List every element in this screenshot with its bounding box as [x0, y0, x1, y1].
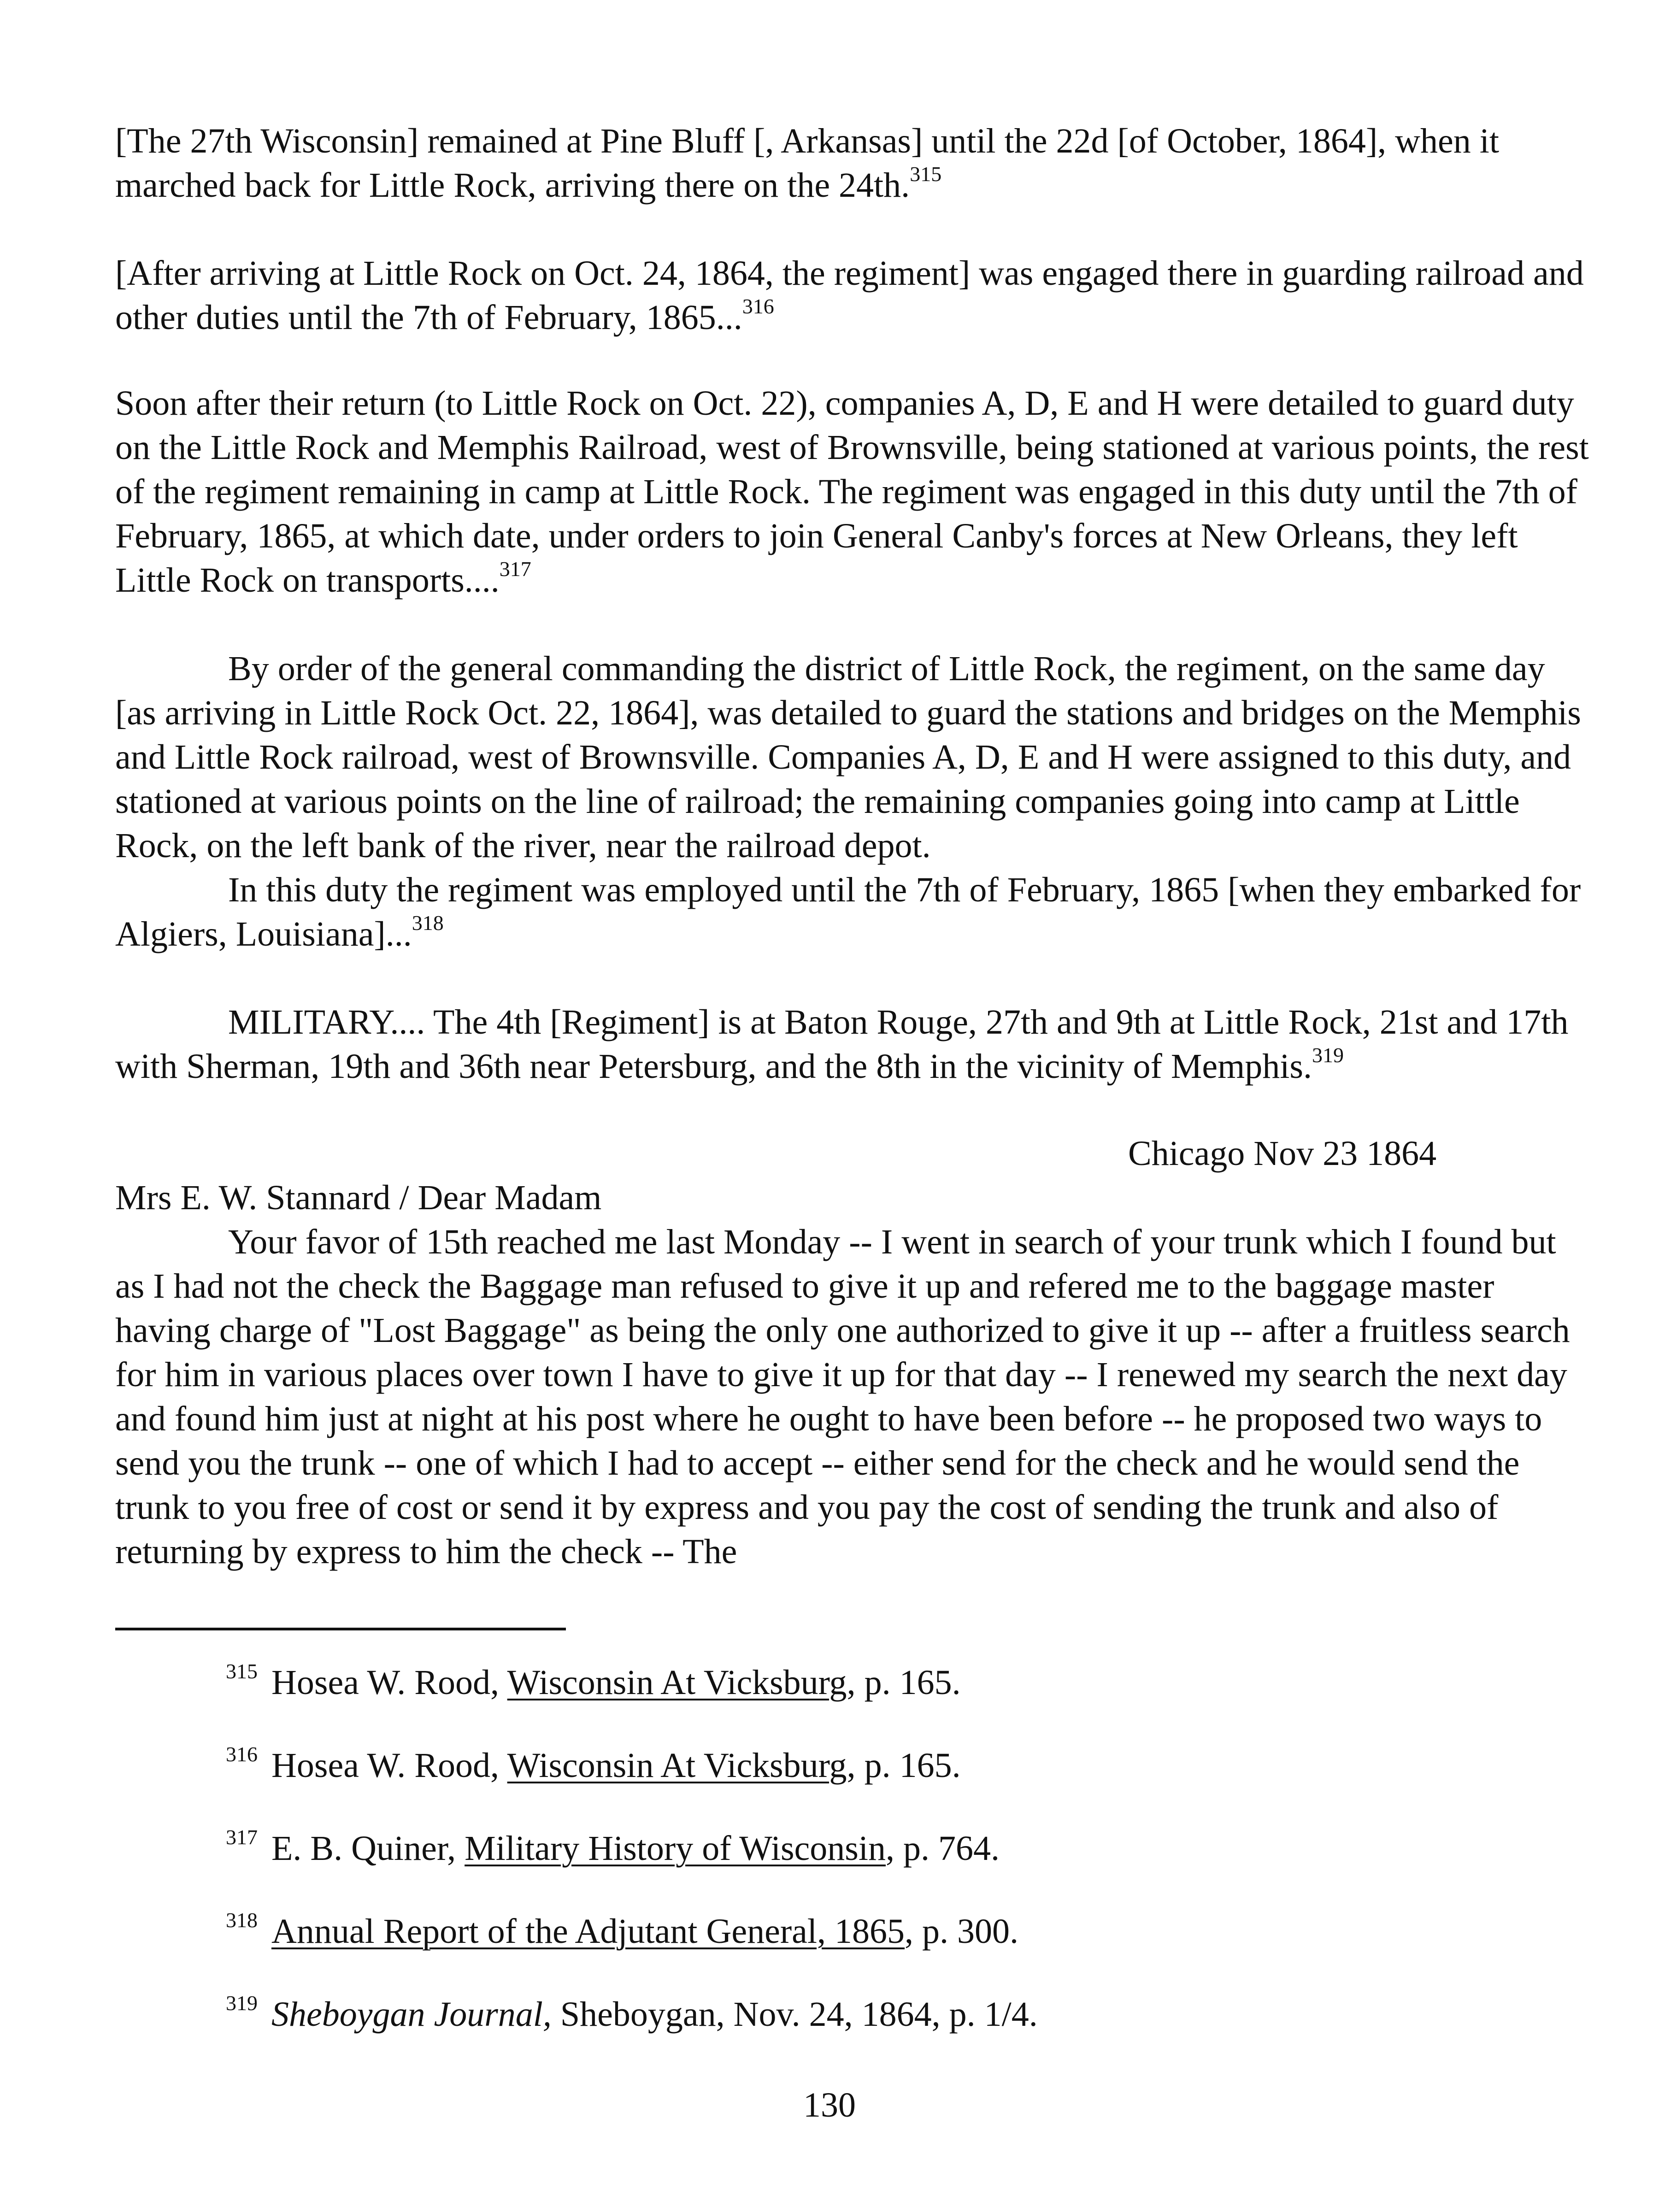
footnote-ref-315: 315 — [910, 162, 942, 186]
footnote-315 — [226, 1660, 961, 1705]
footnote-number: 317 — [226, 1825, 258, 1849]
footnote-title: Wisconsin At Vicksburg — [507, 1746, 847, 1785]
paragraph-3-text: Soon after their return (to Little Rock on Oct. 22), companies A, D, E and H were detailed to guard duty on the Little Rock and Memphis Railroad, west of Brownsville, being stationed at various points, the rest of the regiment remaining in camp at Little Rock. The regiment was engaged in this duty until the 7th of February, 1865, at which date, under orders to join General Canby's forces at New Orleans, they left Little Rock on transports.... — [115, 384, 1589, 600]
footnote-page: Sheboygan, Nov. 24, 1864, p. 1/4. — [551, 1995, 1038, 2034]
footnote-divider — [115, 1628, 566, 1630]
footnote-page: , p. 165. — [847, 1746, 961, 1785]
footnote-title: Military History of Wisconsin — [465, 1829, 886, 1868]
footnote-page: , p. 764. — [885, 1829, 1000, 1868]
paragraph-4 — [115, 647, 1590, 868]
paragraph-1-text: [The 27th Wisconsin] remained at Pine Bluff [, Arkansas] until the 22d [of October, 1864], when it marched back for Little Rock, arriving there on the 24th. — [115, 122, 1500, 205]
footnote-ref-318: 318 — [412, 911, 444, 935]
footnote-316 — [226, 1743, 961, 1788]
footnote-title: Annual Report of the Adjutant General, 1865 — [271, 1912, 905, 1951]
footnote-317 — [226, 1826, 1000, 1871]
footnote-title: Sheboygan Journal, — [271, 1995, 552, 2034]
page-number: 130 — [803, 2086, 856, 2124]
footnote-ref-319: 319 — [1312, 1043, 1344, 1067]
paragraph-2 — [115, 251, 1590, 340]
paragraph-5-text: MILITARY.... The 4th [Regiment] is at Baton Rouge, 27th and 9th at Little Rock, 21st and 17th with Sherman, 19th and 36th near Petersburg, and the 8th in the vicinity of Memphis. — [115, 1003, 1569, 1086]
footnote-ref-316: 316 — [742, 294, 774, 318]
paragraph-2-text: [After arriving at Little Rock on Oct. 24, 1864, the regiment] was engaged there in guarding railroad and other duties until the 7th of February, 1865... — [115, 254, 1584, 337]
paragraph-1 — [115, 119, 1590, 207]
paragraph-4-text: By order of the general commanding the district of Little Rock, the regiment, on the same day [as arriving in Little Rock Oct. 22, 1864], was detailed to guard the stations and bridges on the Memphis and Little Rock railroad, west of Brownsville. Companies A, D, E and H were assigned to this duty, and stationed at various points on the line of railroad; the remaining companies going into camp at Little Rock, on the left bank of the river, near the railroad depot. — [115, 649, 1581, 865]
footnote-page: , p. 300. — [905, 1912, 1019, 1951]
letter-body — [115, 1220, 1590, 1574]
footnote-number: 318 — [226, 1908, 258, 1932]
footnote-title: Wisconsin At Vicksburg — [507, 1663, 847, 1702]
footnote-author: E. B. Quiner, — [271, 1829, 456, 1868]
footnote-318 — [226, 1909, 1018, 1953]
letter-date: Chicago Nov 23 1864 — [1128, 1134, 1437, 1173]
footnote-page: , p. 165. — [847, 1663, 961, 1702]
footnote-number: 316 — [226, 1742, 258, 1766]
letter-salutation — [115, 1176, 1590, 1220]
paragraph-4-continued — [115, 868, 1590, 956]
footnote-319 — [226, 1992, 1038, 2036]
footnote-number: 315 — [226, 1659, 258, 1683]
footnote-ref-317: 317 — [499, 557, 531, 581]
letter-body-text: Your favor of 15th reached me last Monday -- I went in search of your trunk which I found but as I had not the check the Baggage man refused to give it up and refered me to the baggage master having charge of "Lost Baggage" as being the only one authorized to give it up -- after a fruitless search for him in various places over town I have to give it up for that day -- I renewed my search the next day and found him just at night at his post where he ought to have been before -- he proposed two ways to send you the trunk -- one of which I had to accept -- either send for the check and he would send the trunk to you free of cost or send it by express and you pay the cost of sending the trunk and also of returning by express to him the check -- The — [115, 1223, 1570, 1571]
paragraph-3 — [115, 381, 1590, 602]
footnote-author: Hosea W. Rood, — [271, 1746, 499, 1785]
footnote-author: Hosea W. Rood, — [271, 1663, 499, 1702]
footnote-number: 319 — [226, 1991, 258, 2015]
paragraph-5 — [115, 1000, 1590, 1088]
letter-salutation-text: Mrs E. W. Stannard / Dear Madam — [115, 1178, 602, 1217]
paragraph-4-continued-text: In this duty the regiment was employed until the 7th of February, 1865 [when they embarked for Algiers, Louisiana]... — [115, 871, 1581, 953]
